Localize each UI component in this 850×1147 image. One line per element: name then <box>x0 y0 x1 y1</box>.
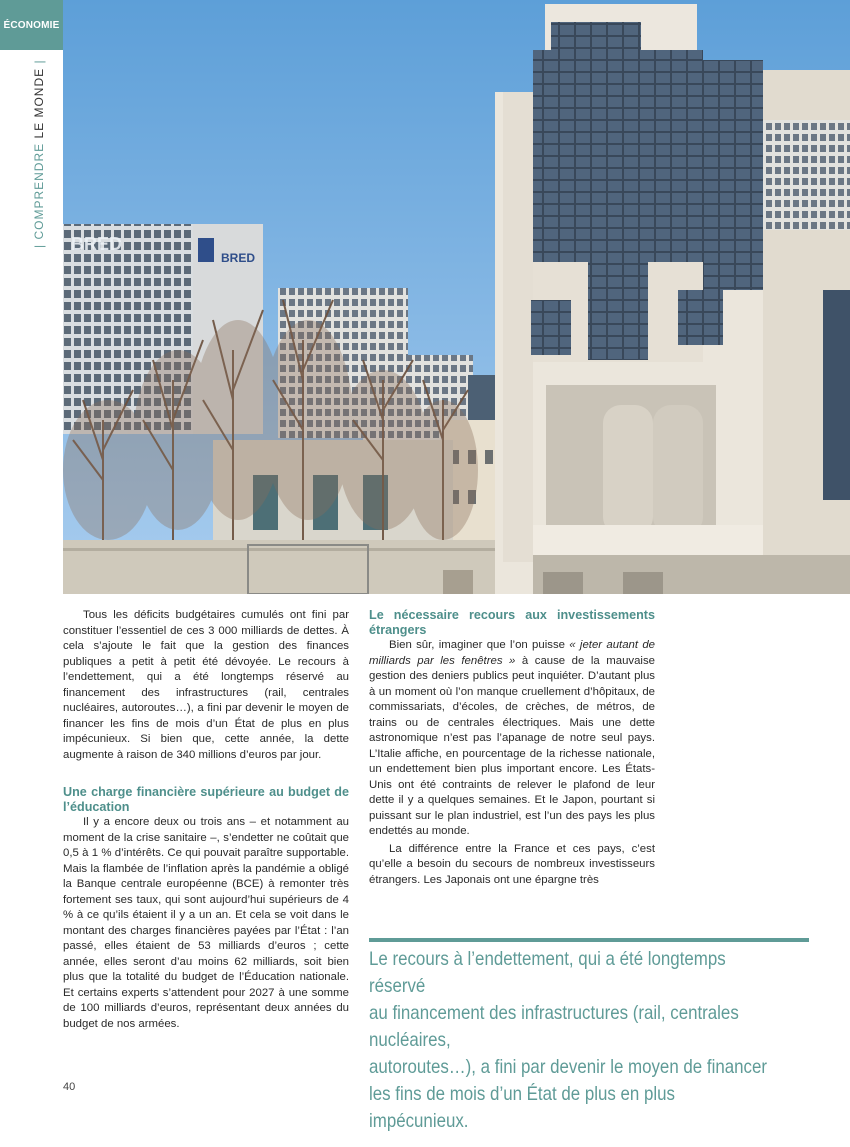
ministry-building <box>495 4 850 594</box>
section-tag: ÉCONOMIE <box>0 0 63 50</box>
section-side-label <box>32 59 46 248</box>
page-number: 40 <box>63 1081 76 1093</box>
pull-quote-line-4: les fins de mois d’un État de plus en plus impécunieux. <box>369 1084 675 1132</box>
col1-subheading: Une charge financière supérieure au budget de l’éducation <box>63 785 349 814</box>
pull-quote-line-1: Le recours à l’endettement, qui a été longtemps réservé <box>369 949 726 997</box>
article-column-right <box>369 608 655 888</box>
col2-p1-rest: à cause de la mauvaise gestion des deniers publics peut inquiéter. D’autant plus à un moment où l’on manque cruellement d’hôpitaux, de commissariats, d’écoles, de crèches, de métros, de trains ou de centrales électriques. Mais une dette astronomique n’est pas l’apanage de notre seul pays. L’Italie affiche, en pourcentage de la richesse nationale, un endettement bien plus important encore. Les États-Unis ont été contraints de relever le plafond de leur dette il y a quelques semaines. Et le Japon, pourtant si puissant sur le plan industriel, est l’un des pays les plus endettés au monde. <box>369 654 655 837</box>
side-label-mid: LE MONDE <box>32 63 46 143</box>
pull-quote-line-3: autoroutes…), a fini par devenir le moyen de financer <box>369 1057 767 1078</box>
side-label-post: | <box>32 59 46 64</box>
col1-paragraph-1: Tous les déficits budgétaires cumulés ont fini par constituer l’essentiel de ces 3 000 milliards de dettes. À cela s’ajoute le fait que la gestion des finances publiques a petit à petit été dévoyée. Le recours à l’endettement, qui a été longtemps réservé au financement des infrastructures (rail, centrales nucléaires, autoroutes…), a fini par devenir le moyen de financer les fins de mois d’un État de plus en plus impécunieux. Si bien que, cette année, la dette augmente à raison de 340 millions d’euros par jour. <box>63 609 349 761</box>
bred-wall-letters: BRED <box>71 234 123 254</box>
col1-paragraph-2: Il y a encore deux ou trois ans – et notamment au moment de la crise sanitaire –, s’endetter ne coûtait que 0,5 à 1 % d’intérêts. Ce qui pouvait paraître supportable. Mais la flambée de l’inflation après la pandémie a obligé la Banque centrale européenne (BCE) à remonter très fortement ses taux, qui sont aujourd’hui supérieurs de 4 % à ce qu’ils étaient il y a un an. Et cela se voit dans le montant des charges financières payées par l’État : l’an passé, elles étaient de 53 milliards d’euros ; cette année, elles seront d’au moins 62 milliards, soit bien plus que la totalité du budget de l’Éducation nationale. Et certains experts s’attendent pour 2027 à une somme de 100 milliards d’euros, représentant deux années du budget de nos armées. <box>63 816 349 1030</box>
article-column-left <box>63 608 349 1032</box>
pull-quote <box>369 946 774 1135</box>
col2-p1-quote: « jeter autant de milliards par les fenêtres » <box>369 639 655 667</box>
article-photo <box>63 0 850 594</box>
pull-quote-rule <box>369 938 809 942</box>
col2-paragraph-2: La différence entre la France et ces pays, c’est qu’elle a besoin du secours de nombreux investisseurs étrangers. Les Japonais ont une épargne très <box>369 842 655 886</box>
side-label-pre: | COMPRENDRE <box>32 142 46 248</box>
col2-p1-start: Bien sûr, imaginer que l’on puisse <box>389 639 570 651</box>
col2-subheading: Le nécessaire recours aux investissements étrangers <box>369 608 655 637</box>
pull-quote-line-2: au financement des infrastructures (rail, centrales nucléaires, <box>369 1003 739 1051</box>
col2-paragraph-1 <box>369 638 655 840</box>
bred-sign: BRED <box>221 251 256 265</box>
